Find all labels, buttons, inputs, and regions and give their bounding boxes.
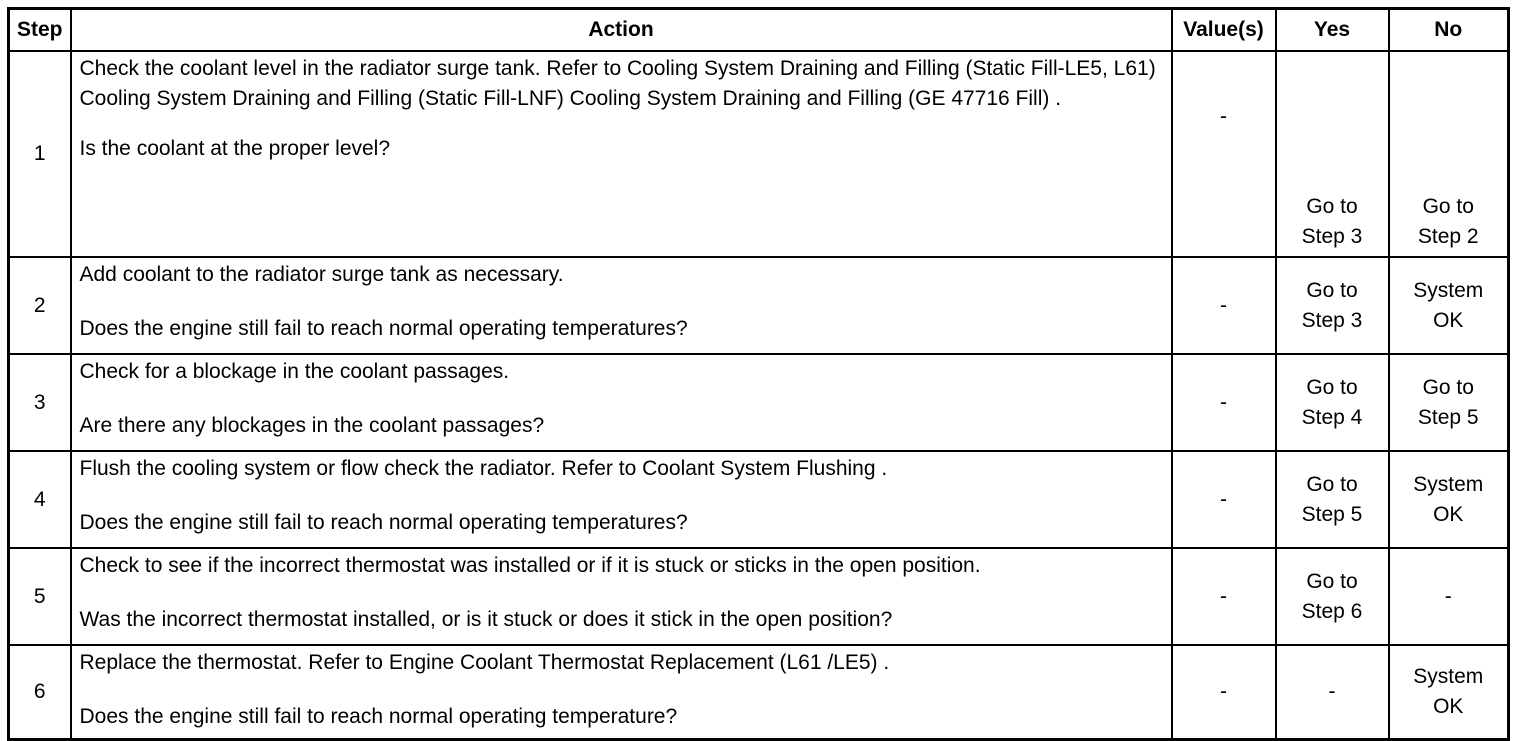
value-cell: - bbox=[1172, 645, 1276, 740]
yes-cell bbox=[1276, 51, 1389, 257]
action-question: Was the incorrect thermostat installed, or is it stuck or does it stick in the open position? bbox=[79, 608, 893, 631]
action-question: Is the coolant at the proper level? bbox=[79, 137, 391, 160]
no-cell bbox=[1389, 645, 1509, 740]
no-cell bbox=[1389, 51, 1509, 257]
no-cell bbox=[1389, 257, 1509, 354]
yes-line2: Step 3 bbox=[1301, 308, 1363, 332]
yes-line1: Go to bbox=[1306, 472, 1358, 496]
action-cell bbox=[71, 257, 1172, 354]
action-question: Are there any blockages in the coolant passages? bbox=[79, 414, 545, 437]
yes-line1: - bbox=[1328, 680, 1336, 703]
action-question: Does the engine still fail to reach normal operating temperatures? bbox=[79, 511, 688, 534]
yes-cell bbox=[1276, 354, 1389, 451]
step-number: 3 bbox=[9, 354, 71, 451]
header-row bbox=[9, 9, 1509, 52]
no-line2: Step 5 bbox=[1417, 405, 1479, 429]
no-line1: Go to bbox=[1422, 375, 1474, 399]
table-row bbox=[9, 451, 1509, 548]
no-line2: OK bbox=[1433, 308, 1464, 332]
header-step: Step bbox=[9, 9, 71, 52]
header-yes: Yes bbox=[1276, 9, 1389, 52]
table-row bbox=[9, 645, 1509, 740]
action-cell bbox=[71, 645, 1172, 740]
yes-cell bbox=[1276, 645, 1389, 740]
action-text: Check to see if the incorrect thermostat was installed or if it is stuck or sticks in the open position. bbox=[79, 554, 981, 577]
yes-line2: Step 5 bbox=[1301, 502, 1363, 526]
no-line2: OK bbox=[1433, 502, 1464, 526]
header-values: Value(s) bbox=[1172, 9, 1276, 52]
header-action: Action bbox=[71, 9, 1172, 52]
action-text: Flush the cooling system or flow check the radiator. Refer to Coolant System Flushing . bbox=[79, 457, 888, 480]
header-no: No bbox=[1389, 9, 1509, 52]
step-number: 1 bbox=[9, 51, 71, 257]
action-cell bbox=[71, 354, 1172, 451]
table-row bbox=[9, 354, 1509, 451]
action-cell bbox=[71, 548, 1172, 645]
table-row bbox=[9, 51, 1509, 257]
action-text: Check for a blockage in the coolant passages. bbox=[79, 360, 510, 383]
yes-line2: Step 6 bbox=[1301, 599, 1363, 623]
no-line1: System bbox=[1413, 665, 1484, 688]
action-cell bbox=[71, 51, 1172, 257]
yes-line1: Go to bbox=[1306, 569, 1358, 593]
action-text: Replace the thermostat. Refer to Engine Coolant Thermostat Replacement (L61 /LE5) . bbox=[79, 651, 890, 674]
no-cell bbox=[1389, 354, 1509, 451]
yes-line1: Go to bbox=[1306, 375, 1358, 399]
step-number: 4 bbox=[9, 451, 71, 548]
action-cell bbox=[71, 451, 1172, 548]
no-cell bbox=[1389, 548, 1509, 645]
value-cell: - bbox=[1172, 451, 1276, 548]
no-line1: Go to bbox=[1422, 195, 1474, 218]
no-line1: System bbox=[1413, 472, 1484, 496]
step-number: 2 bbox=[9, 257, 71, 354]
yes-cell bbox=[1276, 451, 1389, 548]
yes-line1: Go to bbox=[1306, 195, 1358, 218]
no-line1: System bbox=[1413, 278, 1484, 302]
value-cell: - bbox=[1172, 257, 1276, 354]
step-number: 5 bbox=[9, 548, 71, 645]
action-text: Check the coolant level in the radiator surge tank. Refer to Cooling System Draining and Filling (Static Fill-LE5, L61) Cooling System Draining and Filling (Static Fill-LNF) Cooling System Draining and Filling (GE 47716 Fill) . bbox=[79, 57, 1156, 110]
value-cell: - bbox=[1172, 354, 1276, 451]
action-question: Does the engine still fail to reach normal operating temperature? bbox=[79, 705, 678, 728]
action-question: Does the engine still fail to reach normal operating temperatures? bbox=[79, 317, 688, 340]
table-row bbox=[9, 257, 1509, 354]
action-text: Add coolant to the radiator surge tank as necessary. bbox=[79, 263, 564, 286]
table-row bbox=[9, 548, 1509, 645]
yes-cell bbox=[1276, 548, 1389, 645]
value-cell: - bbox=[1172, 51, 1276, 257]
no-cell bbox=[1389, 451, 1509, 548]
no-line2: OK bbox=[1433, 695, 1464, 718]
no-line1: - bbox=[1444, 584, 1452, 608]
yes-cell bbox=[1276, 257, 1389, 354]
value-cell: - bbox=[1172, 548, 1276, 645]
yes-line2: Step 4 bbox=[1301, 405, 1363, 429]
yes-line2: Step 3 bbox=[1301, 225, 1363, 248]
no-line2: Step 2 bbox=[1417, 225, 1479, 248]
step-number: 6 bbox=[9, 645, 71, 740]
yes-line1: Go to bbox=[1306, 278, 1358, 302]
diagnostic-table bbox=[7, 7, 1510, 741]
